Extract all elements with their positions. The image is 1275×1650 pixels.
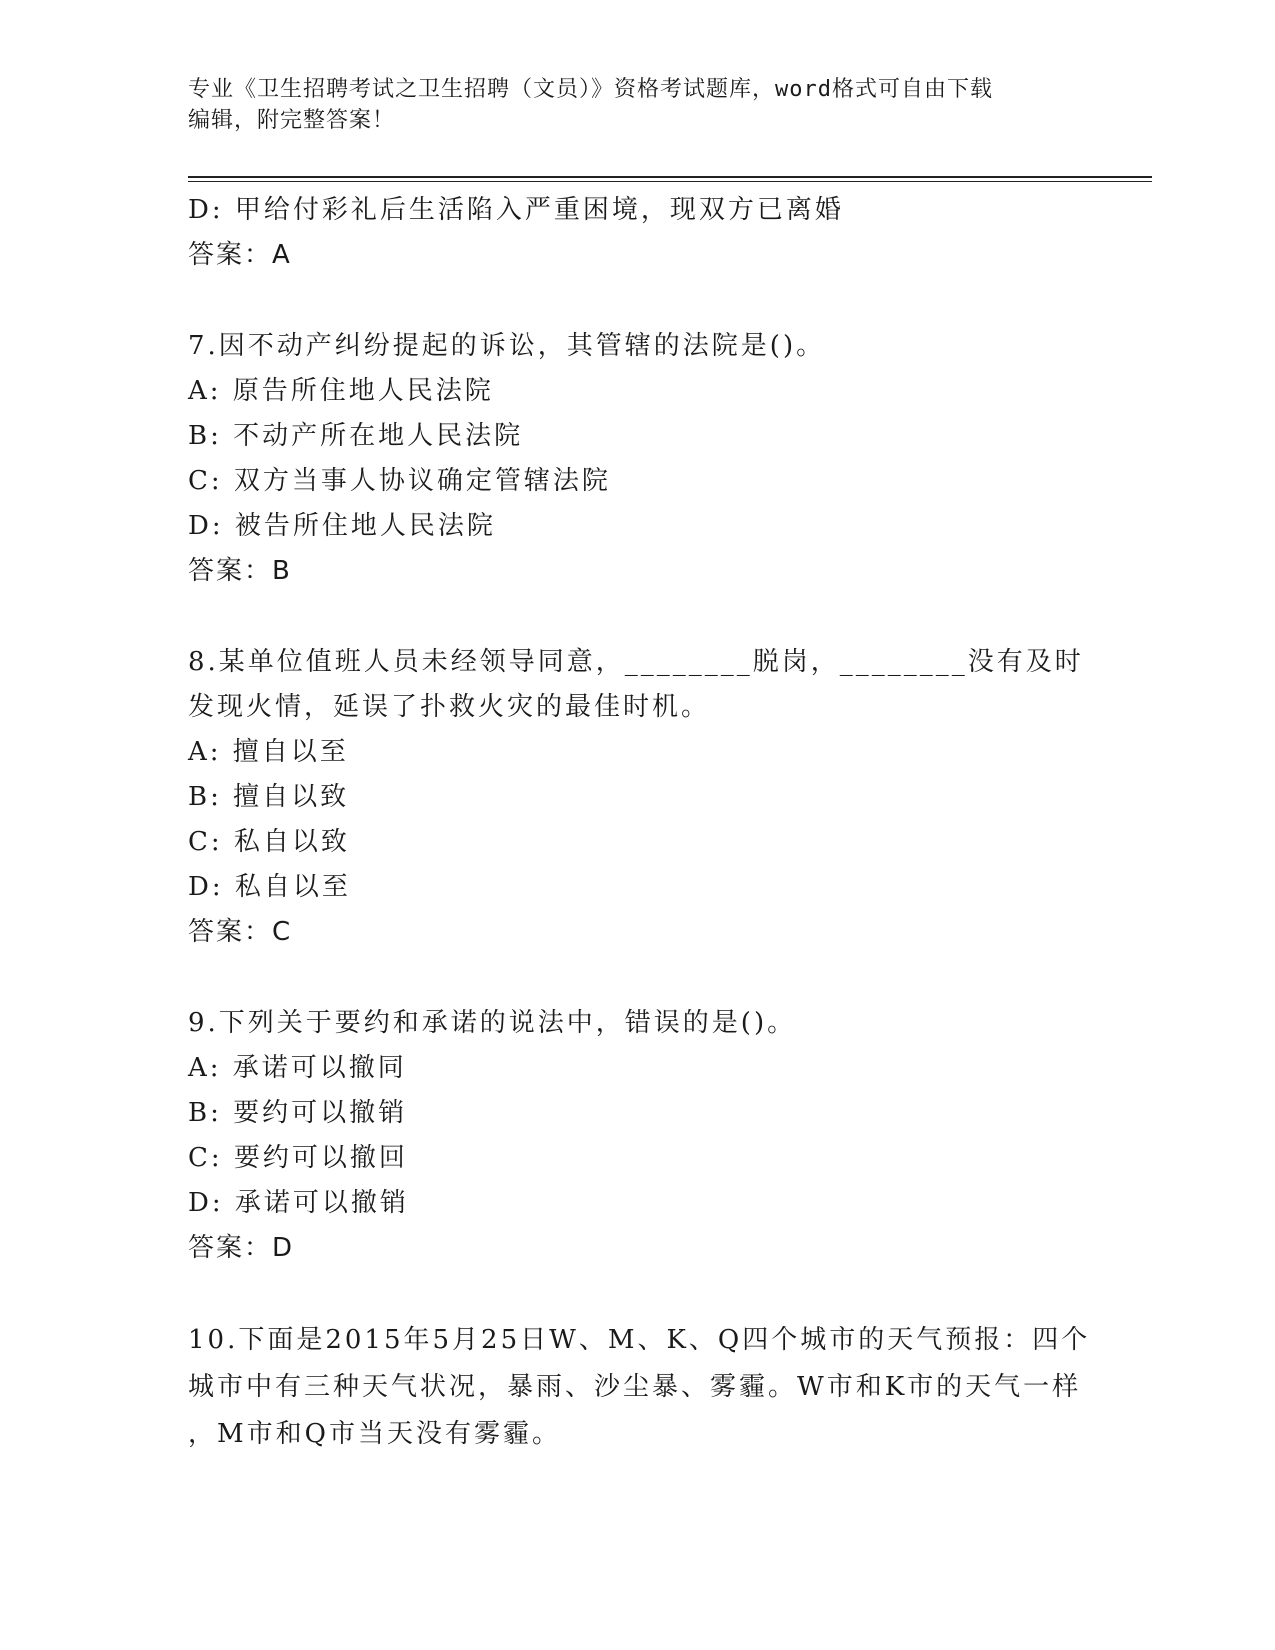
- question-7: [188, 324, 1088, 594]
- question-stem-cont: ，M市和Q市当天没有雾霾。: [188, 1419, 561, 1449]
- header-line-2: 编辑，附完整答案！: [188, 108, 396, 133]
- option-c: C: 私自以致: [188, 827, 350, 857]
- question-stem: 9.下列关于要约和承诺的说法中，错误的是()。: [188, 1008, 797, 1038]
- question-stem-cont: 发现火情，延误了扑救火灾的最佳时机。: [188, 692, 711, 722]
- question-list: [188, 188, 1091, 1458]
- header-divider: [188, 176, 1152, 178]
- answer: 答案：D: [188, 1233, 295, 1263]
- option-b: B: 不动产所在地人民法院: [188, 421, 524, 451]
- question-stem-cont: 城市中有三种天气状况，暴雨、沙尘暴、雾霾。W市和K市的天气一样: [188, 1372, 1082, 1402]
- question-10: [188, 1317, 1091, 1458]
- answer: 答案：C: [188, 917, 293, 947]
- option-d: D: 承诺可以撤销: [188, 1188, 409, 1218]
- option-d: D: 私自以至: [188, 872, 351, 902]
- option-a: A: 原告所住地人民法院: [188, 376, 494, 406]
- question-stem: 8.某单位值班人员未经领导同意，________脱岗，________没有及时: [188, 647, 1084, 677]
- option-b: B: 擅自以致: [188, 782, 350, 812]
- page-header: [188, 74, 1088, 136]
- question-9: [188, 1001, 1088, 1271]
- option-d: D: 甲给付彩礼后生活陷入严重困境，现双方已离婚: [188, 195, 844, 225]
- header-divider-thin: [188, 181, 1152, 182]
- answer: 答案：A: [188, 240, 292, 270]
- option-c: C: 要约可以撤回: [188, 1143, 408, 1173]
- option-a: A: 擅自以至: [188, 737, 349, 767]
- question-8: [188, 640, 1088, 955]
- question-stem: 7.因不动产纠纷提起的诉讼，其管辖的法院是()。: [188, 331, 826, 361]
- question-stem: 10.下面是2015年5月25日W、M、K、Q四个城市的天气预报：四个: [188, 1325, 1091, 1355]
- option-a: A: 承诺可以撤同: [188, 1053, 407, 1083]
- option-d: D: 被告所住地人民法院: [188, 511, 496, 541]
- option-b: B: 要约可以撤销: [188, 1098, 408, 1128]
- answer: 答案：B: [188, 556, 292, 586]
- header-line-1: 专业《卫生招聘考试之卫生招聘（文员）》资格考试题库，word格式可自由下载: [188, 77, 993, 102]
- option-c: C: 双方当事人协议确定管辖法院: [188, 466, 611, 496]
